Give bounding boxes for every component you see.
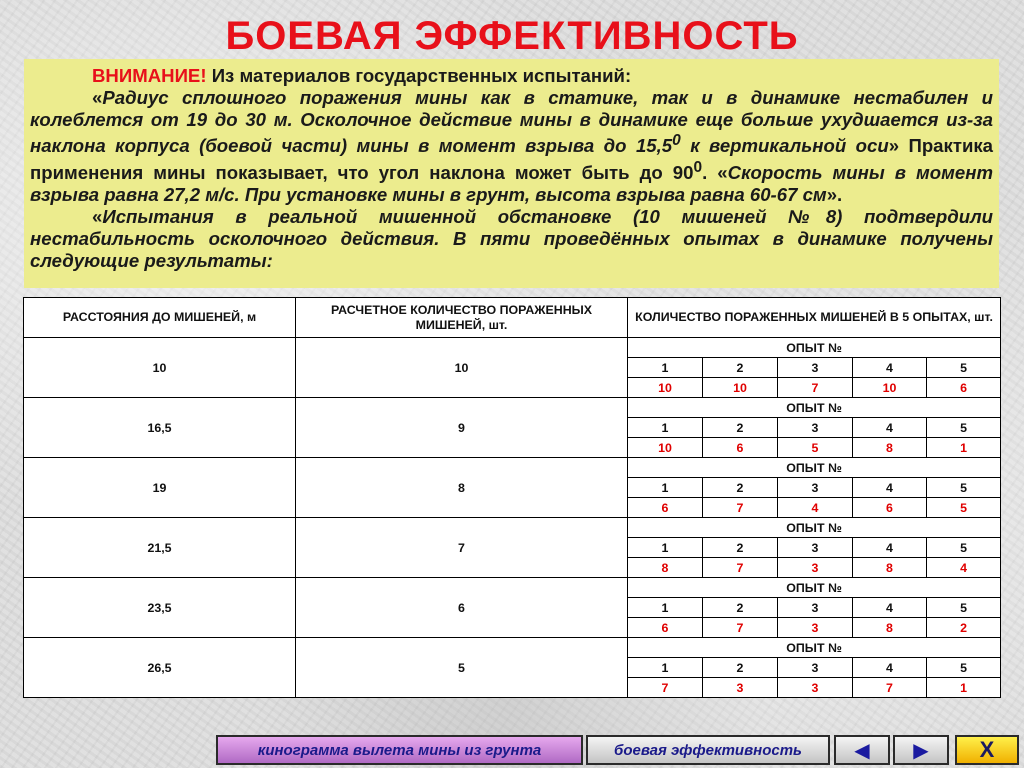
current-section-button[interactable]: боевая эффективность (586, 735, 830, 765)
result-cell: 8 (853, 438, 927, 458)
notice-paragraph-2 (30, 87, 993, 206)
experiment-number: 3 (778, 358, 853, 378)
table-row (24, 338, 1001, 358)
experiment-label: ОПЫТ № (628, 398, 1001, 418)
experiment-label: ОПЫТ № (628, 338, 1001, 358)
table-header-row (24, 298, 1001, 338)
experiment-number: 1 (628, 598, 703, 618)
results-table (23, 297, 1001, 698)
calculated-cell: 5 (296, 638, 628, 698)
result-cell: 4 (778, 498, 853, 518)
result-cell: 3 (778, 678, 853, 698)
experiment-label: ОПЫТ № (628, 458, 1001, 478)
table-row (24, 578, 1001, 598)
experiment-number: 4 (853, 598, 927, 618)
quote-open: « (92, 206, 103, 228)
result-cell: 3 (778, 618, 853, 638)
quote-radius: Радиус сплошного поражения мины как в статике, так и в динамике нестабилен и колеблется от 19 до 30 м. Осколочное действие мины в динамике еще больше ухудшается из-за наклона корпуса (боевой части) мины в момент взрыва до 15,5 (30, 86, 993, 157)
experiment-number: 3 (778, 478, 853, 498)
distance-cell: 21,5 (24, 518, 296, 578)
experiment-number: 1 (628, 538, 703, 558)
quote-speed: Скорость мины в момент взрыва равна 27,2 м/с. При установке мины в грунт, высота взрыва равна 60-67 см (30, 162, 993, 206)
experiment-number: 5 (927, 598, 1001, 618)
prev-button[interactable] (834, 735, 890, 765)
result-cell: 6 (628, 498, 703, 518)
experiment-number: 4 (853, 418, 927, 438)
triangle-left-icon: ◀ (854, 739, 870, 762)
result-cell: 7 (703, 498, 778, 518)
result-cell: 7 (703, 558, 778, 578)
experiment-number: 3 (778, 418, 853, 438)
quote-close: » (888, 135, 900, 157)
experiment-number: 1 (628, 418, 703, 438)
result-cell: 7 (778, 378, 853, 398)
result-cell: 4 (927, 558, 1001, 578)
kinogram-link-button[interactable]: кинограмма вылета мины из грунта (216, 735, 583, 765)
quote-open: « (92, 86, 103, 108)
notice-box (24, 59, 999, 288)
result-cell: 7 (628, 678, 703, 698)
experiment-number: 4 (853, 358, 927, 378)
result-cell: 8 (853, 558, 927, 578)
result-cell: 8 (628, 558, 703, 578)
experiment-number: 5 (927, 658, 1001, 678)
result-cell: 6 (703, 438, 778, 458)
quote-tests: Испытания в реальной мишенной обстановке (10 мишеней №8) подтвердили нестабильность осколочного действия. В пяти проведённых опытах в динамике получены следующие результаты: (30, 206, 993, 271)
quote-close: ». (826, 184, 843, 206)
experiment-number: 2 (703, 538, 778, 558)
experiment-number: 1 (628, 658, 703, 678)
degree-superscript: 0 (693, 159, 703, 177)
header-calculated: РАСЧЕТНОЕ КОЛИЧЕСТВО ПОРАЖЕННЫХ МИШЕНЕЙ, шт. (296, 298, 628, 338)
distance-cell: 19 (24, 458, 296, 518)
experiment-number: 2 (703, 658, 778, 678)
table-row (24, 638, 1001, 658)
result-cell: 3 (778, 558, 853, 578)
result-cell: 8 (853, 618, 927, 638)
result-cell: 10 (628, 378, 703, 398)
calculated-cell: 6 (296, 578, 628, 638)
result-cell: 1 (927, 678, 1001, 698)
distance-cell: 23,5 (24, 578, 296, 638)
quote-axis: к вертикальной оси (680, 135, 889, 157)
experiment-number: 5 (927, 418, 1001, 438)
experiment-number: 2 (703, 418, 778, 438)
experiment-number: 5 (927, 478, 1001, 498)
notice-paragraph-3 (30, 206, 993, 271)
result-cell: 10 (703, 378, 778, 398)
close-button[interactable] (955, 735, 1019, 765)
experiment-number: 5 (927, 538, 1001, 558)
experiment-number: 4 (853, 478, 927, 498)
practice-end: . « (702, 162, 728, 184)
header-distance: РАССТОЯНИЯ ДО МИШЕНЕЙ, м (24, 298, 296, 338)
calculated-cell: 9 (296, 398, 628, 458)
calculated-cell: 8 (296, 458, 628, 518)
result-cell: 5 (778, 438, 853, 458)
distance-cell: 16,5 (24, 398, 296, 458)
notice-paragraph-1 (30, 65, 993, 87)
experiment-number: 4 (853, 658, 927, 678)
experiment-label: ОПЫТ № (628, 518, 1001, 538)
calculated-cell: 7 (296, 518, 628, 578)
attention-label: ВНИМАНИЕ! (92, 65, 207, 86)
table-row (24, 518, 1001, 538)
experiment-number: 2 (703, 358, 778, 378)
result-cell: 6 (853, 498, 927, 518)
experiment-number: 1 (628, 478, 703, 498)
result-cell: 5 (927, 498, 1001, 518)
result-cell: 7 (703, 618, 778, 638)
experiment-number: 3 (778, 598, 853, 618)
experiment-number: 2 (703, 598, 778, 618)
result-cell: 1 (927, 438, 1001, 458)
next-button[interactable] (893, 735, 949, 765)
table-row (24, 398, 1001, 418)
distance-cell: 26,5 (24, 638, 296, 698)
calculated-cell: 10 (296, 338, 628, 398)
page-title: БОЕВАЯ ЭФФЕКТИВНОСТЬ (225, 14, 799, 58)
result-cell: 10 (853, 378, 927, 398)
notice-intro: Из материалов государственных испытаний: (206, 65, 632, 86)
experiment-number: 1 (628, 358, 703, 378)
experiment-number: 3 (778, 538, 853, 558)
distance-cell: 10 (24, 338, 296, 398)
triangle-right-icon: ▶ (913, 739, 929, 762)
close-icon: X (979, 737, 995, 762)
result-cell: 7 (853, 678, 927, 698)
table-row (24, 458, 1001, 478)
experiment-label: ОПЫТ № (628, 638, 1001, 658)
experiment-label: ОПЫТ № (628, 578, 1001, 598)
result-cell: 10 (628, 438, 703, 458)
degree-superscript: 0 (672, 132, 681, 150)
experiment-number: 5 (927, 358, 1001, 378)
result-cell: 2 (927, 618, 1001, 638)
result-cell: 3 (703, 678, 778, 698)
result-cell: 6 (927, 378, 1001, 398)
result-cell: 6 (628, 618, 703, 638)
header-hits: КОЛИЧЕСТВО ПОРАЖЕННЫХ МИШЕНЕЙ В 5 ОПЫТАХ, шт. (628, 298, 1001, 338)
experiment-number: 3 (778, 658, 853, 678)
practice-text: Практика применения мины показывает, что угол наклона может быть до 90 (30, 135, 994, 184)
experiment-number: 4 (853, 538, 927, 558)
experiment-number: 2 (703, 478, 778, 498)
